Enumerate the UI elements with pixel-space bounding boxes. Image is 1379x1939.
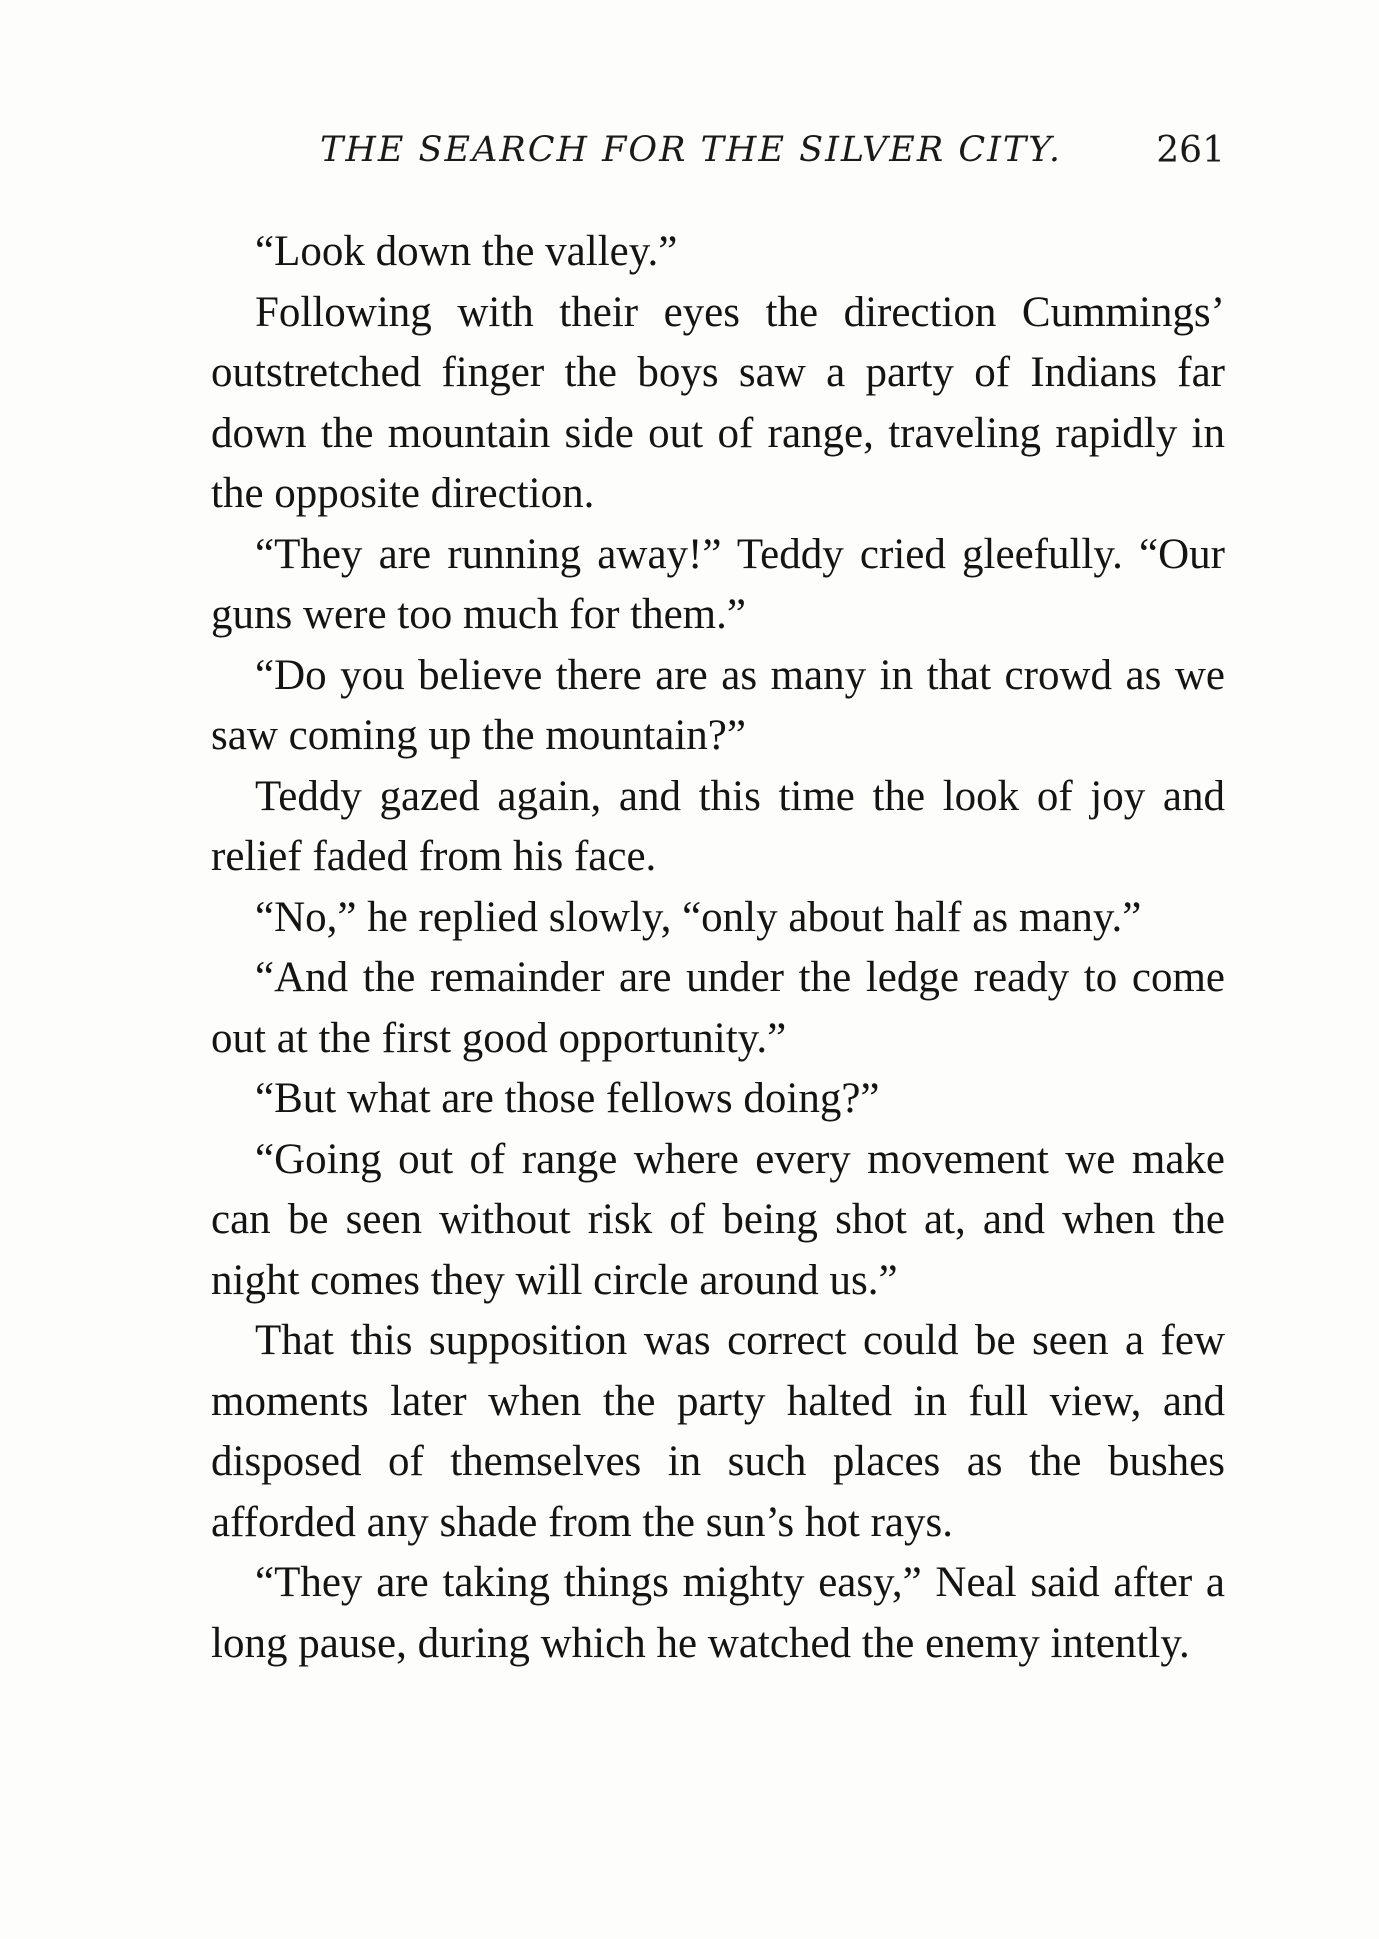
paragraph: “Do you believe there are as many in that crowd as we saw coming up the mountain?” [211,651,1225,759]
running-head: THE SEARCH FOR THE SILVER CITY. [320,130,1062,170]
paragraph: “And the remainder are under the ledge ready to come out at the first good opportunity.” [211,954,1225,1062]
paragraph: “They are taking things mighty easy,” Neal said after a long pause, during which he watched the enemy intently. [211,1559,1225,1667]
body-text [211,222,1225,1674]
paragraph: “They are running away!” Teddy cried gleefully. “Our guns were too much for them.” [211,530,1225,638]
paragraph: That this supposition was correct could be seen a few moments later when the party halted in full view, and disposed of themselves in such places as the bushes afforded any shade from the sun’s hot rays. [211,1317,1225,1546]
paragraph: “No,” he replied slowly, “only about half as many.” [255,893,1142,941]
paragraph: Following with their eyes the direction Cummings’ outstretched finger the boys saw a party of Indians far down the mountain side out of range, traveling rapidly in the opposite direction. [211,288,1225,517]
paragraph: Teddy gazed again, and this time the look of joy and relief faded from his face. [211,772,1225,880]
paragraph: “But what are those fellows doing?” [255,1075,880,1122]
page-header [320,130,1225,190]
page-number: 261 [1156,130,1225,171]
paragraph: “Look down the valley.” [255,228,678,275]
paragraph: “Going out of range where every movement we make can be seen without risk of being shot at, and when the night comes they will circle around us.” [211,1135,1225,1304]
